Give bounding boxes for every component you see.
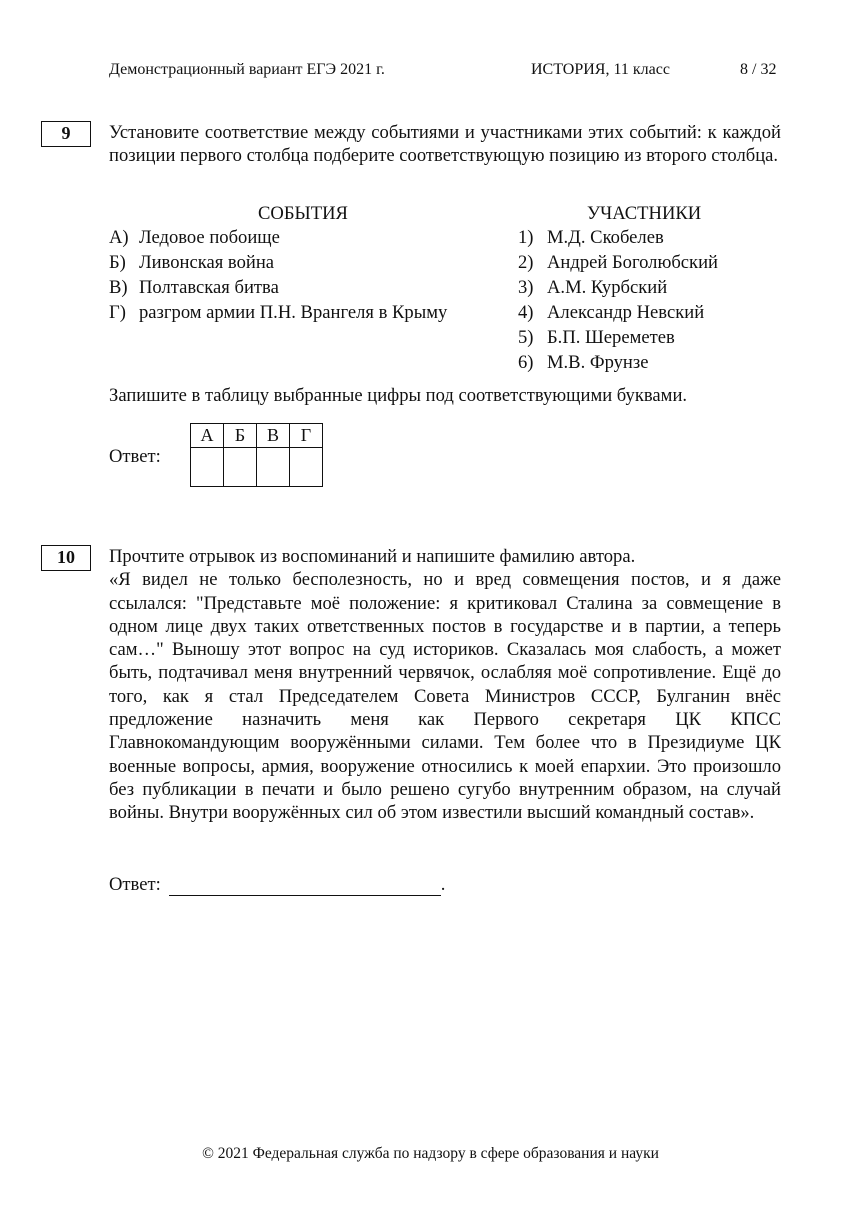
answer-cell-g[interactable] [290,448,323,487]
answer-table-input-row [191,448,323,487]
question-9-instruction [109,121,781,168]
event-letter: А) [109,227,129,248]
participant-row-4 [518,302,704,324]
event-letter: В) [109,277,128,298]
question-10-body [109,545,781,825]
question-10-instruction: Прочтите отрывок из воспоминаний и напишите фамилию автора. [109,546,636,567]
participant-row-3 [518,277,667,299]
participant-number: 4) [518,302,534,323]
participant-number: 2) [518,252,534,273]
event-row-v [109,277,279,299]
participant-row-6 [518,352,648,374]
event-text: разгром армии П.Н. Врангеля в Крыму [139,302,448,323]
answer-table-letter: А [191,424,224,448]
event-letter: Б) [109,252,126,273]
header-exam-title: Демонстрационный вариант ЕГЭ 2021 г. [109,61,385,78]
question-9-instruction-text: Установите соответствие между событиями и участниками этих событий: к каждой позиции первого столбца подберите соответствующую позицию из второго столбца. [109,122,781,167]
answer-table-header-row [191,424,323,448]
participant-row-5 [518,327,675,349]
participant-text: Андрей Боголюбский [547,252,718,273]
question-9-answer-label: Ответ: [109,446,161,467]
question-10-answer-line[interactable] [169,877,441,896]
participants-column-header: УЧАСТНИКИ [587,203,702,224]
footer-copyright: © 2021 Федеральная служба по надзору в сфере образования и науки [202,1145,659,1162]
participant-number: 3) [518,277,534,298]
answer-cell-a[interactable] [191,448,224,487]
participant-number: 5) [518,327,534,348]
question-10-quote: «Я видел не только бесполезность, но и вред совмещения постов, и я даже ссылался: "Представьте моё положение: я критиковал Сталина за совмещение в одном лице двух таких ответственных постов в государстве и в партии, а теперь сам…" Выношу этот вопрос на суд историков. Сказалась моя слабость, а может быть, подтачивал меня внутренний червячок, ослабляя моё сопротивление. Ещё до того, как я стал Председателем Совета Министров СССР, Булганин внёс предложение назначить меня как Первого секретаря ЦК КПСС Главнокомандующим вооружёнными силами. Тем более что в Президиуме ЦК военные вопросы, армия, вооружение относились к моей епархии. Это произошло без публикации в печати и было решено сугубо внутренним образом, на случай войны. Внутри вооружённых сил об этом известили высший командный состав». [109,569,781,824]
event-text: Ливонская война [139,252,275,273]
participant-text: А.М. Курбский [547,277,668,298]
participant-number: 6) [518,352,534,373]
answer-cell-v[interactable] [257,448,290,487]
participant-text: М.Д. Скобелев [547,227,664,248]
question-10-answer [109,874,445,896]
question-10-answer-end: . [440,874,446,895]
participant-number: 1) [518,227,534,248]
participant-row-1 [518,227,664,249]
event-text: Полтавская битва [139,277,279,298]
question-10-answer-label: Ответ: [109,874,161,895]
answer-table [190,423,323,487]
event-row-a [109,227,280,249]
table-instruction: Запишите в таблицу выбранные цифры под соответствующими буквами. [109,385,688,406]
participant-text: М.В. Фрунзе [547,352,649,373]
event-text: Ледовое побоище [139,227,280,248]
answer-table-letter: Б [224,424,257,448]
participant-text: Б.П. Шереметев [547,327,675,348]
event-row-b [109,252,274,274]
question-9-number-box: 9 [41,121,91,147]
answer-table-letter: В [257,424,290,448]
participant-text: Александр Невский [547,302,705,323]
events-column-header: СОБЫТИЯ [258,203,348,224]
answer-table-letter: Г [290,424,323,448]
question-10-number-box: 10 [41,545,91,571]
header-subject: ИСТОРИЯ, 11 класс [531,61,670,78]
event-row-g [109,302,447,324]
answer-cell-b[interactable] [224,448,257,487]
event-letter: Г) [109,302,126,323]
header-page-number: 8 / 32 [740,61,777,78]
participant-row-2 [518,252,718,274]
